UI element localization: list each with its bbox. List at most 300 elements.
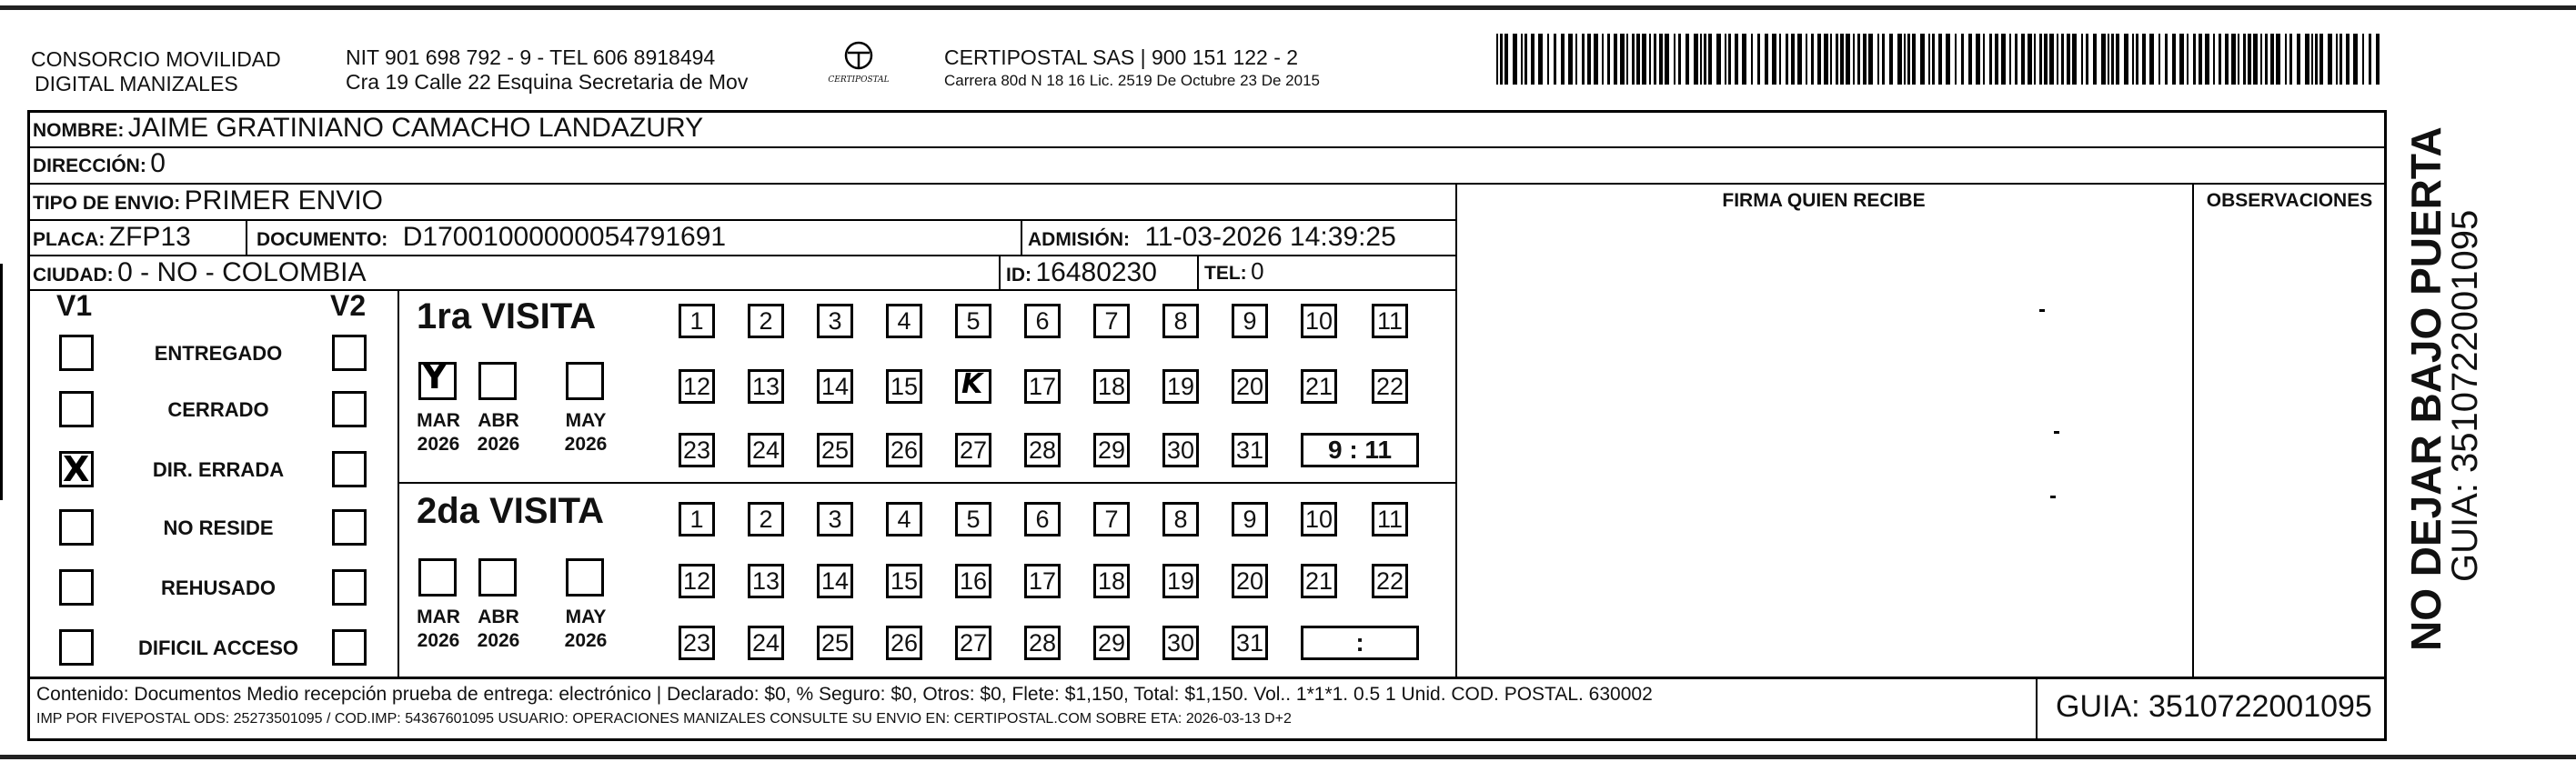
- visit2-day: 15: [886, 564, 922, 598]
- barcode-bar: [2057, 34, 2058, 85]
- barcode-bar: [2108, 34, 2109, 85]
- barcode-bar: [1554, 34, 1556, 85]
- barcode-bar: [2116, 34, 2119, 85]
- barcode-bar: [1700, 34, 1702, 85]
- barcode-bar: [2187, 34, 2189, 85]
- visit2-day: 8: [1162, 502, 1199, 536]
- visit2-day: 6: [1024, 502, 1061, 536]
- barcode-bar: [1976, 34, 1980, 85]
- barcode-bar: [1955, 34, 1957, 85]
- barcode-bar: [1868, 34, 1873, 85]
- barcode-bar: [2289, 34, 2292, 85]
- visit1-day: 17: [1024, 369, 1061, 404]
- v1-check-mark: X: [63, 449, 90, 489]
- visit2-day: 4: [886, 502, 922, 536]
- status-option-label: NO RESIDE: [163, 516, 274, 539]
- barcode-bar: [2034, 34, 2036, 85]
- barcode-bar: [1636, 34, 1640, 85]
- top-tear-edge: [0, 5, 2576, 10]
- left-edge-mark: [0, 264, 3, 500]
- address-row: [33, 148, 166, 179]
- visit2-day: 29: [1093, 626, 1130, 660]
- visit1-day: 11: [1372, 304, 1408, 338]
- col-divider: [2192, 183, 2194, 677]
- barcode-bar: [1946, 34, 1950, 85]
- visit1-day: 28: [1024, 433, 1061, 467]
- barcode-bar: [1889, 34, 1893, 85]
- tel-field: [1204, 257, 1264, 286]
- visit1-day: 2: [748, 304, 784, 338]
- col-divider: [1197, 255, 1199, 289]
- barcode-bar: [1742, 34, 1746, 85]
- pen-speck: [2054, 431, 2059, 434]
- barcode: [1496, 34, 2392, 85]
- visit1-day: 27: [955, 433, 991, 467]
- barcode-bar: [1735, 34, 1738, 85]
- barcode-bar: [1504, 34, 1508, 85]
- carrier-address: Carrera 80d N 18 16 Lic. 2519 De Octubre 23 De 2015: [944, 72, 1320, 89]
- visit2-day: 20: [1232, 564, 1268, 598]
- observations-header: OBSERVACIONES: [2206, 190, 2373, 211]
- barcode-bar: [1587, 34, 1591, 85]
- barcode-bar: [2124, 34, 2128, 85]
- barcode-bar: [1765, 34, 1768, 85]
- visit2-day: 18: [1093, 564, 1130, 598]
- plate-value: ZFP13: [108, 222, 191, 252]
- visit2-month-label: ABR: [478, 607, 519, 627]
- barcode-bar: [1840, 34, 1844, 85]
- barcode-bar: [2376, 34, 2380, 85]
- visit1-day: 10: [1301, 304, 1337, 338]
- barcode-bar: [2265, 34, 2268, 85]
- barcode-bar: [1654, 34, 1656, 85]
- visit2-day: 2: [748, 502, 784, 536]
- barcode-bar: [2158, 34, 2160, 85]
- visit1-day: 21: [1301, 369, 1337, 404]
- barcode-bar: [2028, 34, 2032, 85]
- barcode-bar: [1582, 34, 1585, 85]
- barcode-bar: [1694, 34, 1698, 85]
- visit1-month-year: 2026: [417, 434, 460, 455]
- visit2-day: 5: [955, 502, 991, 536]
- carrier-info: [944, 45, 1320, 92]
- barcode-bar: [2072, 34, 2077, 85]
- barcode-bar: [1561, 34, 1565, 85]
- barcode-bar: [1531, 34, 1535, 85]
- barcode-bar: [2199, 34, 2202, 85]
- rule-line: [27, 183, 2387, 185]
- visit1-marked-day: K: [961, 368, 983, 400]
- barcode-bar: [1853, 34, 1855, 85]
- company-line-2: DIGITAL MANIZALES: [35, 72, 238, 95]
- v1-header: V1: [56, 289, 93, 322]
- barcode-bar: [2142, 34, 2146, 85]
- v1-checkbox: [59, 629, 94, 666]
- barcode-bar: [2336, 34, 2338, 85]
- visit1-day: [955, 369, 991, 404]
- barcode-bar: [1674, 34, 1675, 85]
- barcode-bar: [1547, 34, 1549, 85]
- barcode-bar: [1632, 34, 1635, 85]
- barcode-bar: [2270, 34, 2274, 85]
- v2-checkbox: [332, 335, 367, 371]
- barcode-bar: [2193, 34, 2196, 85]
- barcode-bar: [2238, 34, 2239, 85]
- logo-text: CERTIPOSTAL: [828, 75, 890, 85]
- admission-value: 11-03-2026 14:39:25: [1144, 222, 1396, 252]
- pen-speck: [2039, 309, 2045, 312]
- barcode-bar: [2225, 34, 2229, 85]
- barcode-bar: [1938, 34, 1942, 85]
- visit1-day: 26: [886, 433, 922, 467]
- id-field: [1006, 257, 1157, 288]
- barcode-bar: [1607, 34, 1610, 85]
- visit2-day: 11: [1372, 502, 1408, 536]
- barcode-bar: [1882, 34, 1885, 85]
- visit1-month-label: MAR: [417, 410, 460, 431]
- visit2-month-year: 2026: [564, 630, 608, 651]
- barcode-bar: [2061, 34, 2064, 85]
- v2-checkbox: [332, 451, 367, 487]
- barcode-bar: [2346, 34, 2350, 85]
- visit2-month-year: 2026: [477, 630, 520, 651]
- visit1-month-label: ABR: [478, 410, 519, 431]
- barcode-bar: [2253, 34, 2258, 85]
- visit1-day: 25: [817, 433, 853, 467]
- barcode-bar: [2015, 34, 2018, 85]
- barcode-bar: [2086, 34, 2088, 85]
- visit1-day: 18: [1093, 369, 1130, 404]
- visit1-day: 3: [817, 304, 853, 338]
- barcode-bar: [1678, 34, 1681, 85]
- visit2-day: 17: [1024, 564, 1061, 598]
- rule-line: [27, 677, 2387, 679]
- barcode-bar: [1772, 34, 1776, 85]
- barcode-bar: [1568, 34, 1573, 85]
- barcode-bar: [1907, 34, 1910, 85]
- visit1-day: 31: [1232, 433, 1268, 467]
- visit1-month-year: 2026: [477, 434, 520, 455]
- side-notice: NO DEJAR BAJO PUERTA: [2402, 126, 2450, 651]
- shipping-type-row: [33, 185, 383, 216]
- name-label: NOMBRE:: [33, 120, 125, 141]
- barcode-bar: [2149, 34, 2154, 85]
- barcode-bar: [2297, 34, 2300, 85]
- col-divider: [397, 289, 399, 677]
- barcode-bar: [1797, 34, 1802, 85]
- status-option-label: ENTREGADO: [154, 342, 283, 365]
- barcode-bar: [2101, 34, 2106, 85]
- barcode-bar: [1649, 34, 1651, 85]
- visit2-month-label: MAY: [565, 607, 607, 627]
- shipping-type-label: TIPO DE ENVIO:: [33, 193, 181, 214]
- visit2-month-label: MAR: [417, 607, 460, 627]
- barcode-bar: [1708, 34, 1712, 85]
- visit2-month-box: [566, 558, 604, 597]
- barcode-bar: [1716, 34, 1721, 85]
- barcode-bar: [1830, 34, 1832, 85]
- barcode-bar: [1538, 34, 1543, 85]
- barcode-bar: [1877, 34, 1879, 85]
- visit1-day: 12: [679, 369, 715, 404]
- barcode-bar: [1725, 34, 1726, 85]
- barcode-bar: [2311, 34, 2313, 85]
- barcode-bar: [2276, 34, 2280, 85]
- barcode-bar: [1928, 34, 1930, 85]
- visit2-day: 12: [679, 564, 715, 598]
- company-line-1: CONSORCIO MOVILIDAD: [31, 47, 281, 71]
- visit1-day: 5: [955, 304, 991, 338]
- document-label: DOCUMENTO:: [257, 229, 388, 250]
- visit2-day: 9: [1232, 502, 1268, 536]
- barcode-bar: [1912, 34, 1916, 85]
- visit1-day: 6: [1024, 304, 1061, 338]
- name-value: JAIME GRATINIANO CAMACHO LANDAZURY: [127, 113, 704, 143]
- visit1-month-year: 2026: [564, 434, 608, 455]
- barcode-bar: [2340, 34, 2342, 85]
- barcode-bar: [1863, 34, 1867, 85]
- contents-line: Contenido: Documentos Medio recepción prueba de entrega: electrónico | Declarado: $0, % Seguro: $0, Otros: $0, Flete: $1,150, Total: $1,150. Vol.. 1*1*1. 0.5 1 Unid. COD. POSTAL. 630002: [36, 684, 1653, 705]
- visit1-day: 13: [748, 369, 784, 404]
- company-address: Cra 19 Calle 22 Esquina Secretaria de Mov: [346, 70, 749, 94]
- id-label: ID:: [1006, 265, 1031, 286]
- rule-line: [27, 255, 1455, 256]
- v1-checkbox: [59, 391, 94, 427]
- barcode-bar: [2219, 34, 2221, 85]
- visit2-month-box: [418, 558, 457, 597]
- status-option-label: DIFICIL ACCESO: [137, 637, 298, 659]
- visit2-day: 22: [1372, 564, 1408, 598]
- barcode-bar: [1897, 34, 1902, 85]
- barcode-bar: [1665, 34, 1669, 85]
- visit2-day: 31: [1232, 626, 1268, 660]
- pen-speck: [2050, 496, 2056, 498]
- visit2-day: 1: [679, 502, 715, 536]
- imp-line: IMP POR FIVEPOSTAL ODS: 25273501095 / COD.IMP: 54367601095 USUARIO: OPERACIONES MANIZALES CONSULTE SU ENVIO EN: CERTIPOSTAL.COM SOBRE ETA: 2026-03-13 D+2: [36, 711, 1292, 727]
- barcode-bar: [2369, 34, 2371, 85]
- barcode-bar: [1500, 34, 1503, 85]
- barcode-bar: [1806, 34, 1807, 85]
- barcode-bar: [1642, 34, 1646, 85]
- barcode-bar: [2081, 34, 2083, 85]
- visit1-day: 29: [1093, 433, 1130, 467]
- status-option-label: DIR. ERRADA: [152, 458, 285, 481]
- address-value: 0: [150, 148, 166, 178]
- visit2-day: 25: [817, 626, 853, 660]
- tel-label: TEL:: [1204, 263, 1247, 284]
- carrier-line: CERTIPOSTAL SAS | 900 151 122 - 2: [944, 45, 1299, 69]
- barcode-bar: [1728, 34, 1731, 85]
- visit2-day: 27: [955, 626, 991, 660]
- barcode-bar: [1614, 34, 1617, 85]
- footer-guide: GUIA: 3510722001095: [2056, 689, 2372, 724]
- barcode-bar: [1824, 34, 1828, 85]
- barcode-bar: [2165, 34, 2168, 85]
- visit1-day: 4: [886, 304, 922, 338]
- barcode-bar: [1817, 34, 1821, 85]
- barcode-bar: [2285, 34, 2287, 85]
- name-row: [33, 113, 703, 144]
- company-name: [31, 47, 281, 96]
- visit1-day: 1: [679, 304, 715, 338]
- bottom-tear-edge: [0, 755, 2576, 759]
- barcode-bar: [2093, 34, 2097, 85]
- barcode-bar: [2305, 34, 2309, 85]
- rule-line: [27, 146, 2387, 148]
- barcode-bar: [2353, 34, 2358, 85]
- document-value: D17001000000054791691: [402, 222, 727, 252]
- barcode-bar: [2172, 34, 2176, 85]
- barcode-bar: [1968, 34, 1972, 85]
- barcode-bar: [2248, 34, 2251, 85]
- visit2-day: 30: [1162, 626, 1199, 660]
- visit2-day: 10: [1301, 502, 1337, 536]
- barcode-bar: [1620, 34, 1625, 85]
- shipping-type-value: PRIMER ENVIO: [184, 185, 384, 216]
- barcode-bar: [2260, 34, 2262, 85]
- v1-checkbox: [59, 569, 94, 606]
- v1-checkbox: [59, 509, 94, 546]
- barcode-bar: [2001, 34, 2006, 85]
- admission-field: [1028, 222, 1396, 253]
- barcode-bar: [2132, 34, 2134, 85]
- barcode-bar: [1513, 34, 1517, 85]
- tel-value: 0: [1251, 257, 1264, 285]
- barcode-bar: [1983, 34, 1985, 85]
- col-divider: [2036, 677, 2038, 741]
- barcode-bar: [1496, 34, 1498, 85]
- barcode-bar: [2319, 34, 2323, 85]
- address-label: DIRECCIÓN:: [33, 155, 146, 176]
- barcode-bar: [1704, 34, 1706, 85]
- side-guide: GUIA: 3510722001095: [2445, 209, 2485, 582]
- visit1-month-box: [566, 362, 604, 400]
- v2-checkbox: [332, 509, 367, 546]
- barcode-bar: [2044, 34, 2048, 85]
- barcode-bar: [2179, 34, 2184, 85]
- visit2-day: 23: [679, 626, 715, 660]
- barcode-bar: [1757, 34, 1760, 85]
- admission-label: ADMISIÓN:: [1028, 229, 1130, 250]
- visit2-month-box: [478, 558, 517, 597]
- barcode-bar: [2362, 34, 2364, 85]
- barcode-bar: [1857, 34, 1860, 85]
- barcode-bar: [2315, 34, 2318, 85]
- visit2-day: 24: [748, 626, 784, 660]
- barcode-bar: [2021, 34, 2025, 85]
- barcode-bar: [2039, 34, 2042, 85]
- barcode-bar: [1685, 34, 1689, 85]
- visit2-day: 7: [1093, 502, 1130, 536]
- visit1-day: 19: [1162, 369, 1199, 404]
- signature-header: FIRMA QUIEN RECIBE: [1722, 190, 1926, 211]
- visit2-day: 21: [1301, 564, 1337, 598]
- barcode-bar: [2136, 34, 2138, 85]
- certipostal-logo: [826, 40, 891, 100]
- visit1-day: 23: [679, 433, 715, 467]
- col-divider: [1455, 183, 1457, 677]
- visit1-month-mark: Y: [422, 356, 448, 396]
- visit2-day: 28: [1024, 626, 1061, 660]
- visit1-day: 20: [1232, 369, 1268, 404]
- visit2-time: :: [1301, 626, 1419, 660]
- barcode-bar: [1626, 34, 1628, 85]
- visit2-month-year: 2026: [417, 630, 460, 651]
- visit1-day: 30: [1162, 433, 1199, 467]
- barcode-bar: [1602, 34, 1604, 85]
- nit-line: NIT 901 698 792 - 9 - TEL 606 8918494: [346, 45, 716, 69]
- barcode-bar: [2049, 34, 2054, 85]
- id-value: 16480230: [1035, 257, 1157, 287]
- barcode-bar: [2205, 34, 2209, 85]
- visit1-day: 14: [817, 369, 853, 404]
- barcode-bar: [1961, 34, 1964, 85]
- barcode-bar: [1524, 34, 1527, 85]
- visit1-time: 9 : 11: [1301, 433, 1419, 467]
- barcode-bar: [2243, 34, 2246, 85]
- v2-checkbox: [332, 391, 367, 427]
- barcode-bar: [1751, 34, 1753, 85]
- plate-field: [33, 222, 191, 253]
- barcode-bar: [1995, 34, 1998, 85]
- barcode-bar: [1904, 34, 1906, 85]
- barcode-bar: [1786, 34, 1788, 85]
- status-option-label: CERRADO: [167, 398, 269, 421]
- barcode-bar: [1811, 34, 1814, 85]
- col-divider: [246, 219, 247, 255]
- logo-icon: [840, 40, 877, 71]
- col-divider: [999, 255, 1001, 289]
- barcode-bar: [2009, 34, 2011, 85]
- barcode-bar: [1521, 34, 1523, 85]
- visit1-day: 15: [886, 369, 922, 404]
- visit1-day: 22: [1372, 369, 1408, 404]
- city-label: CIUDAD:: [33, 265, 114, 286]
- barcode-bar: [2231, 34, 2236, 85]
- company-contact: [346, 45, 748, 95]
- barcode-bar: [1989, 34, 1992, 85]
- barcode-bar: [1779, 34, 1781, 85]
- barcode-bar: [2067, 34, 2070, 85]
- barcode-bar: [1932, 34, 1935, 85]
- visit2-day: 26: [886, 626, 922, 660]
- visit1-day: 7: [1093, 304, 1130, 338]
- plate-label: PLACA:: [33, 229, 106, 250]
- visit2-day: 16: [955, 564, 991, 598]
- v1-checkbox: [59, 335, 94, 371]
- visit2-title: 2da VISITA: [417, 491, 604, 531]
- rule-line: [397, 482, 1455, 484]
- status-option-label: REHUSADO: [161, 577, 276, 599]
- visit1-day: 24: [748, 433, 784, 467]
- v2-checkbox: [332, 569, 367, 606]
- visit1-day: 8: [1162, 304, 1199, 338]
- visit1-title: 1ra VISITA: [417, 296, 597, 336]
- barcode-bar: [1836, 34, 1838, 85]
- barcode-bar: [2111, 34, 2114, 85]
- visit1-month-box: [478, 362, 517, 400]
- barcode-bar: [1659, 34, 1663, 85]
- col-divider: [1021, 219, 1022, 255]
- visit2-day: 19: [1162, 564, 1199, 598]
- visit1-day: 9: [1232, 304, 1268, 338]
- barcode-bar: [2213, 34, 2215, 85]
- rule-line: [27, 219, 1455, 221]
- v2-checkbox: [332, 629, 367, 666]
- barcode-bar: [1846, 34, 1850, 85]
- rule-line: [27, 289, 1455, 291]
- document-field: [257, 222, 726, 253]
